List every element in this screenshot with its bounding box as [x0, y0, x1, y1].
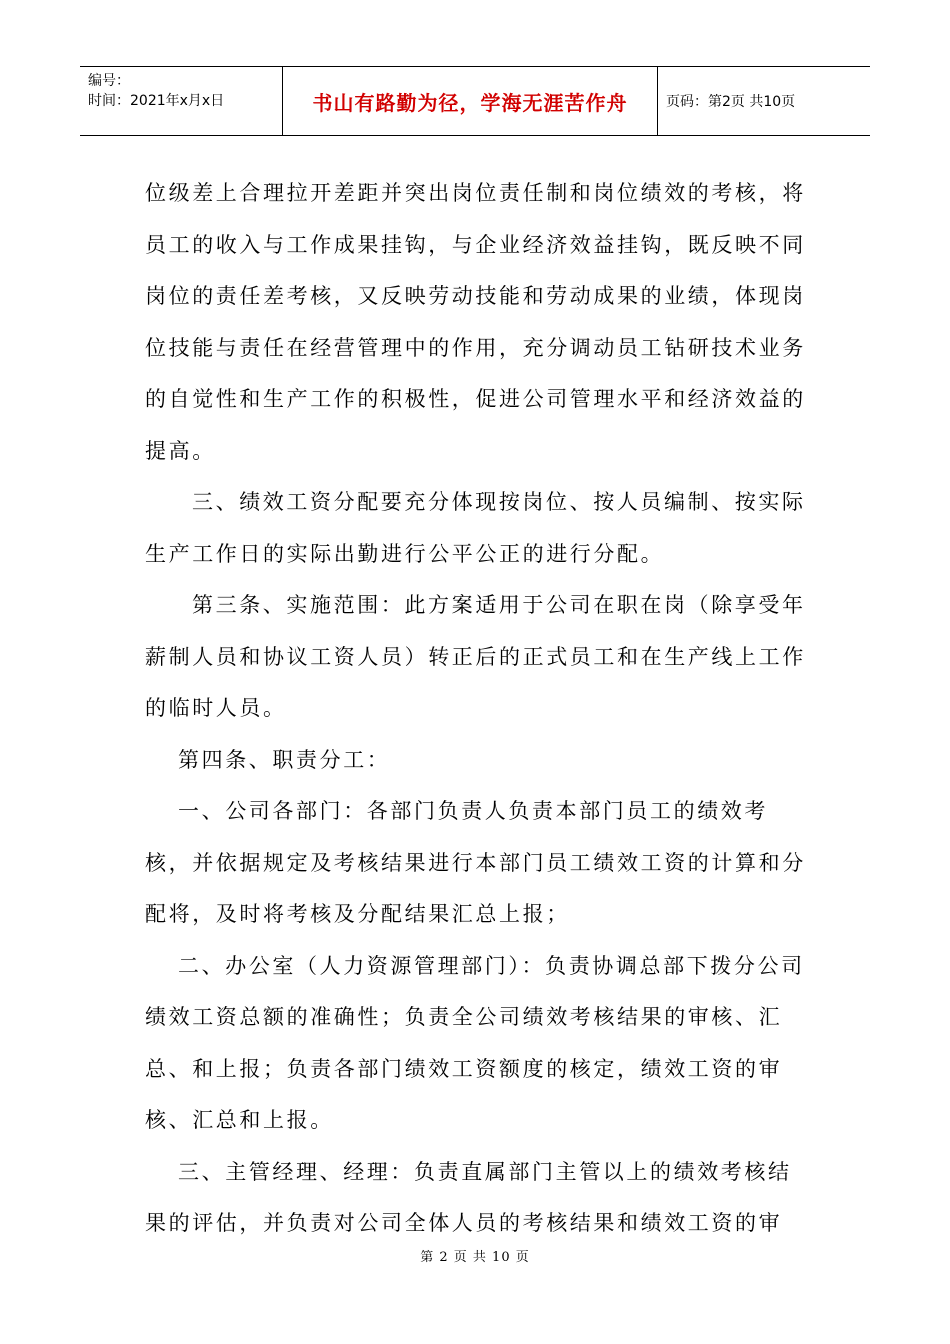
header-page-info: 页码：第2页 共10页: [666, 94, 796, 110]
page-header: [80, 66, 870, 136]
header-motto: 书山有路勤为径，学海无涯苦作舟: [312, 90, 628, 115]
paragraph: 第三条、实施范围：此方案适用于公司在职在岗（除享受年薪制人员和协议工资人员）转正后的正式员工和在生产线上工作的临时人员。: [145, 593, 806, 720]
document-number-label: 编号：: [88, 73, 130, 89]
document-body: [145, 168, 810, 1250]
page-footer: 第 2 页 共 10 页: [420, 1250, 530, 1265]
header-divider: [657, 67, 658, 135]
paragraph: 三、主管经理、经理：负责直属部门主管以上的绩效考核结果的评估，并负责对公司全体人员的考核结果和绩效工资的审: [145, 1159, 792, 1235]
paragraph: 第四条、职责分工：: [178, 747, 391, 772]
header-meta: [88, 71, 278, 111]
paragraph: 二、办公室（人力资源管理部门）：负责协调总部下拨分公司绩效工资总额的准确性；负责全公司绩效考核结果的审核、汇总、和上报；负责各部门绩效工资额度的核定，绩效工资的审核、汇总和上报。: [145, 953, 805, 1132]
paragraph: 位级差上合理拉开差距并突出岗位责任制和岗位绩效的考核，将员工的收入与工作成果挂钩，与企业经济效益挂钩，既反映不同岗位的责任差考核，又反映劳动技能和劳动成果的业绩，体现岗位技能与责任在经营管理中的作用，充分调动员工钻研技术业务的自觉性和生产工作的积极性，促进公司管理水平和经济效益的提高。: [145, 181, 806, 463]
document-time-label: 时间：2021年x月x日: [88, 93, 225, 109]
paragraph: 一、公司各部门：各部门负责人负责本部门员工的绩效考核，并依据规定及考核结果进行本部门员工绩效工资的计算和分配将，及时将考核及分配结果汇总上报；: [145, 799, 806, 926]
paragraph: 三、绩效工资分配要充分体现按岗位、按人员编制、按实际生产工作日的实际出勤进行公平公正的进行分配。: [145, 490, 806, 566]
